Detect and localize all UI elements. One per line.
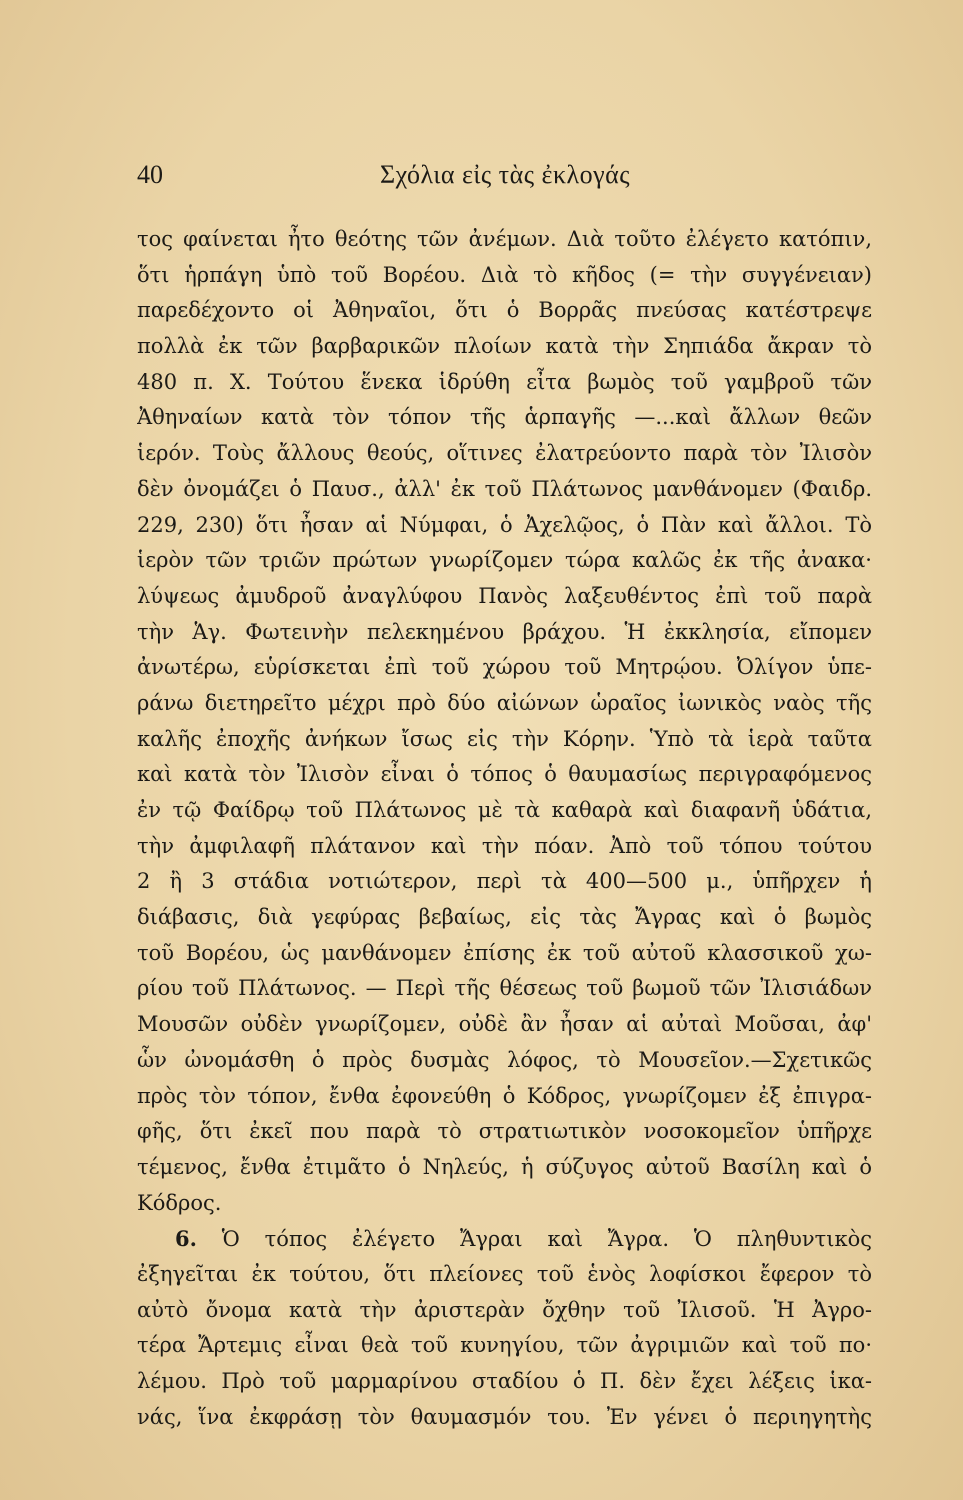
text-line: λύψεως ἀμυδροῦ ἀναγλύφου Πανὸς λαξευθέντος ἐπὶ τοῦ παρὰ — [137, 583, 872, 608]
text-line: ἀνωτέρω, εὑρίσκεται ἐπὶ τοῦ χώρου τοῦ Μητρῴου. Ὀλίγον ὑπε- — [137, 655, 872, 680]
text-line: καὶ κατὰ τὸν Ἰλισὸν εἶναι ὁ τόπος ὁ θαυμασίως περιγραφόμενος — [137, 762, 872, 787]
text-line: Μουσῶν οὐδὲν γνωρίζομεν, οὐδὲ ἂν ἦσαν αἱ αὐταὶ Μοῦσαι, ἀφ' — [137, 1012, 872, 1037]
text-line: φῆς, ὅτι ἐκεῖ που παρὰ τὸ στρατιωτικὸν νοσοκομεῖον ὑπῆρχε — [137, 1119, 872, 1144]
section-number: 6. — [175, 1226, 197, 1252]
page-number: 40 — [137, 160, 163, 189]
text-line: διάβασις, διὰ γεφύρας βεβαίως, εἰς τὰς Ἄγρας καὶ ὁ βωμὸς — [137, 905, 872, 930]
section-6-first-line — [137, 1221, 872, 1257]
body-text — [137, 222, 872, 1435]
text-line: λέμου. Πρὸ τοῦ μαρμαρίνου σταδίου ὁ Π. δὲν ἔχει λέξεις ἱκα- — [137, 1369, 872, 1393]
text-line: νάς, ἵνα ἐκφράσῃ τὸν θαυμασμόν του. Ἐν γένει ὁ περιηγητὴς — [137, 1404, 872, 1429]
text-line: 480 π. Χ. Τούτου ἕνεκα ἱδρύθη εἶτα βωμὸς τοῦ γαμβροῦ τῶν — [137, 369, 872, 394]
text-line: ρίου τοῦ Πλάτωνος. — Περὶ τῆς θέσεως τοῦ βωμοῦ τῶν Ἰλισιάδων — [137, 976, 872, 1001]
text-line: ἱερόν. Τοὺς ἄλλους θεούς, οἵτινες ἐλατρεύοντο παρὰ τὸν Ἰλισὸν — [137, 441, 872, 466]
text-line-paragraph-end: Κόδρος. — [137, 1190, 222, 1215]
text-line: πολλὰ ἐκ τῶν βαρβαρικῶν πλοίων κατὰ τὴν Σηπιάδα ἄκραν τὸ — [137, 334, 872, 359]
section-6-text: Ὁ τόπος ἐλέγετο Ἄγραι καὶ Ἄγρα. Ὁ πληθυντικὸς — [221, 1227, 872, 1252]
running-title: Σχόλια εἰς τὰς ἐκλογάς — [379, 160, 631, 189]
text-line: παρεδέχοντο οἱ Ἀθηναῖοι, ὅτι ὁ Βορρᾶς πνεύσας κατέστρεψε — [137, 298, 872, 323]
text-line: ὅτι ἡρπάγη ὑπὸ τοῦ Βορέου. Διὰ τὸ κῆδος (= τὴν συγγένειαν) — [137, 262, 872, 287]
text-line: δὲν ὀνομάζει ὁ Παυσ., ἀλλ' ἐκ τοῦ Πλάτωνος μανθάνομεν (Φαιδρ. — [137, 476, 872, 501]
text-line: τος φαίνεται ἦτο θεότης τῶν ἀνέμων. Διὰ τοῦτο ἐλέγετο κατόπιν, — [137, 227, 872, 251]
text-line: Ἀθηναίων κατὰ τὸν τόπον τῆς ἁρπαγῆς —...καὶ ἄλλων θεῶν — [137, 405, 872, 430]
text-line: ἱερὸν τῶν τριῶν πρώτων γνωρίζομεν τώρα καλῶς ἐκ τῆς ἀνακα· — [137, 548, 872, 573]
text-line: αὐτὸ ὄνομα κατὰ τὴν ἀριστερὰν ὄχθην τοῦ Ἰλισοῦ. Ἡ Ἀγρο- — [137, 1297, 872, 1322]
text-line: πρὸς τὸν τόπον, ἔνθα ἐφονεύθη ὁ Κόδρος, γνωρίζομεν ἐξ ἐπιγρα- — [137, 1083, 872, 1108]
text-line: ἐν τῷ Φαίδρῳ τοῦ Πλάτωνος μὲ τὰ καθαρὰ καὶ διαφανῆ ὑδάτια, — [137, 798, 872, 822]
text-line: τοῦ Βορέου, ὡς μανθάνομεν ἐπίσης ἐκ τοῦ αὐτοῦ κλασσικοῦ χω- — [137, 940, 872, 965]
page-header — [137, 160, 873, 200]
text-line: ἐξηγεῖται ἐκ τούτου, ὅτι πλείονες τοῦ ἑνὸς λοφίσκοι ἔφερον τὸ — [137, 1261, 872, 1286]
text-line: ὧν ὠνομάσθη ὁ πρὸς δυσμὰς λόφος, τὸ Μουσεῖον.—Σχετικῶς — [137, 1047, 872, 1072]
text-line: τέμενος, ἔνθα ἐτιμᾶτο ὁ Νηλεύς, ἡ σύζυγος αὐτοῦ Βασίλη καὶ ὁ — [137, 1154, 872, 1179]
text-line: καλῆς ἐποχῆς ἀνήκων ἴσως εἰς τὴν Κόρην. Ὑπὸ τὰ ἱερὰ ταῦτα — [137, 726, 872, 751]
text-line: ράνω διετηρεῖτο μέχρι πρὸ δύο αἰώνων ὡραῖος ἰωνικὸς ναὸς τῆς — [137, 690, 872, 715]
text-line: τέρα Ἄρτεμις εἶναι θεὰ τοῦ κυνηγίου, τῶν ἀγριμιῶν καὶ τοῦ πο· — [137, 1333, 872, 1358]
text-line: τὴν Ἁγ. Φωτεινὴν πελεκημένου βράχου. Ἡ ἐκκλησία, εἴπομεν — [137, 619, 872, 644]
text-line: 229, 230) ὅτι ἦσαν αἱ Νύμφαι, ὁ Ἀχελῷος, ὁ Πὰν καὶ ἄλλοι. Τὸ — [137, 512, 872, 537]
text-line: τὴν ἀμφιλαφῆ πλάτανον καὶ τὴν πόαν. Ἀπὸ τοῦ τόπου τούτου — [137, 833, 872, 858]
text-line: 2 ἢ 3 στάδια νοτιώτερον, περὶ τὰ 400—500 μ., ὑπῆρχεν ἡ — [137, 869, 872, 894]
